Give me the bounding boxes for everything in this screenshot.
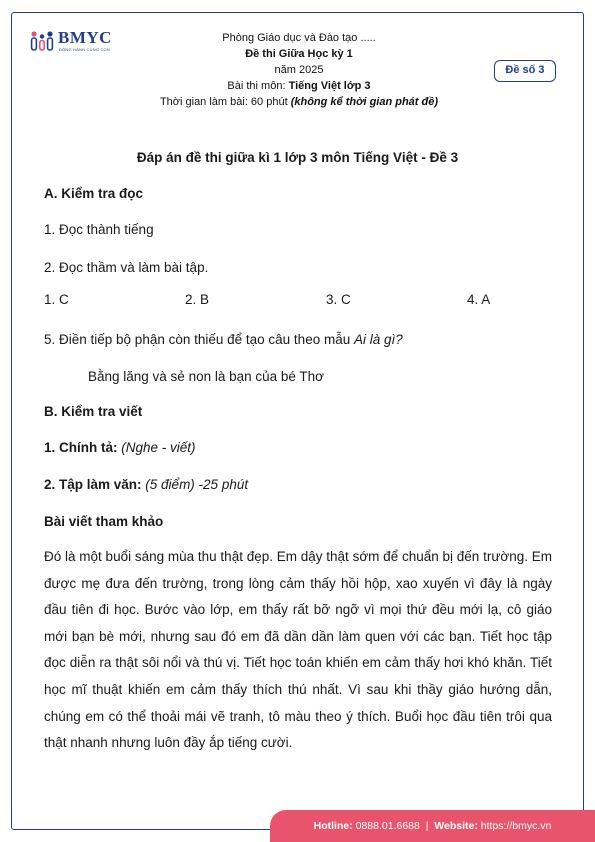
footer-hotline-label: Hotline: [313,820,353,832]
header-time-prefix: Thời gian làm bài: 60 phút [159,96,291,108]
section-b-item-1 [44,440,196,455]
answer-3: 3. C [326,292,351,307]
header-subject-line [80,78,518,94]
answer-4: 4. A [467,292,491,307]
answer-1: 1. C [44,292,69,307]
header-time-note: (không kể thời gian phát đề) [290,96,439,108]
question-5 [44,332,403,347]
section-b-heading: B. Kiểm tra viết [44,404,143,419]
reference-heading: Bài viết tham khảo [44,514,164,529]
section-b-item-2-label: 2. Tập làm văn: [44,477,146,492]
footer-website-label: Website: [434,820,478,832]
family-logo-icon [30,30,56,52]
section-a-item-2: 2. Đọc thầm và làm bài tập. [44,260,209,275]
section-a-item-1: 1. Đọc thành tiếng [44,222,154,237]
question-5-text: 5. Điền tiếp bộ phận còn thiếu để tạo câu theo mẫu [44,332,354,347]
reference-essay: Đó là một buổi sáng mùa thu thật đẹp. Em dậy thật sớm để chuẩn bị đến trường. Em được mẹ đưa đến trường, trong lòng cảm thấy hồi hộp, xao xuyến vì đây là ngày đầu tiên đi học. Bước vào lớp, em thấy rất bỡ ngỡ vì mọi thứ đều mới lạ, cô giáo mới bạn bè mới, nhưng sau đó em đã dần dần làm quen với các bạn. Tiết học tập đọc diễn ra thật sôi nổi và thú vị. Tiết học toán khiến em cảm thấy hơi khó khăn. Tiết học mĩ thuật khiến em cảm thấy thích thú nhất. Vì sau khi thầy giáo hướng dẫn, chúng em có thể thoải mái vẽ tranh, tô màu theo ý thích. Buổi học đầu tiên trôi qua thật nhanh nhưng luôn đầy ắp tiếng cười. [44,549,552,751]
logo-tagline: ĐỒNG HÀNH CÙNG CON [59,47,110,52]
answer-2: 2. B [185,292,210,307]
header-subject-prefix: Bài thi môn: [227,80,289,92]
header-department: Phòng Giáo dục và Đào tạo ..... [222,32,376,44]
exam-number-badge: Đề số 3 [494,60,556,82]
section-b-item-2 [44,477,248,492]
header-subject: Tiếng Việt lớp 3 [288,80,371,92]
question-5-answer: Bằng lăng và sẻ non là bạn của bé Thơ [88,369,325,384]
footer-contact-bar [270,810,595,842]
logo-name: BMYC [58,28,112,47]
footer-website-link[interactable]: https://bmyc.vn [477,820,552,832]
section-b-item-1-note: (Nghe - viết) [121,440,196,455]
footer-hotline[interactable]: 0888.01.6688 [352,820,420,832]
question-5-pattern: Ai là gì? [353,332,403,347]
page-title: Đáp án đề thi giữa kì 1 lớp 3 môn Tiếng Việt - Đề 3 [136,150,459,165]
section-a-heading: A. Kiểm tra đọc [44,186,144,201]
footer-separator: | [419,820,435,832]
section-b-item-2-note: (5 điểm) -25 phút [145,477,249,492]
header-exam-name: Đề thi Giữa Học kỳ 1 [245,48,353,60]
exam-header [80,30,518,110]
header-time-line [80,94,518,110]
section-b-item-1-label: 1. Chính tả: [44,440,122,455]
header-year: năm 2025 [274,64,324,76]
